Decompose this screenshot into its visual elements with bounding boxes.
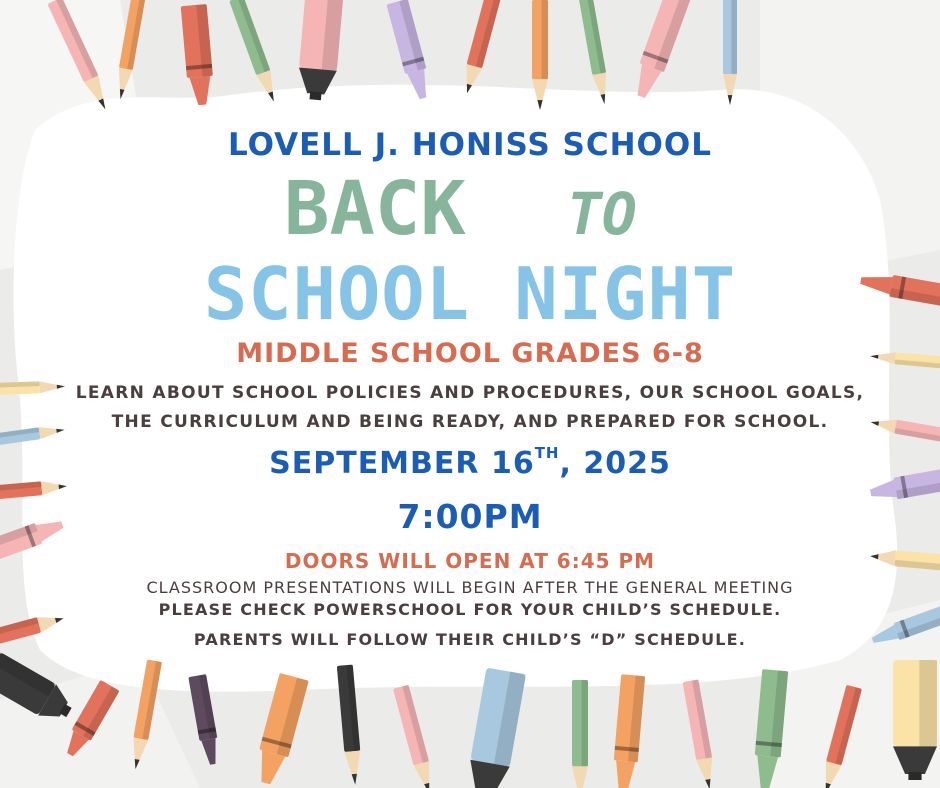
- schedule-note: PLEASE CHECK POWERSCHOOL FOR YOUR CHILD’S SCHEDULE.: [158, 600, 782, 619]
- crayon-decoration: [188, 674, 221, 766]
- date-ordinal: TH: [534, 444, 560, 462]
- pencil-decoration: [114, 0, 147, 100]
- crayon-decoration: [60, 680, 119, 760]
- crayon-decoration: [752, 669, 788, 788]
- event-date: [0, 446, 940, 481]
- title-school-night: SCHOOL NIGHT: [203, 252, 737, 336]
- crayon-decoration: [386, 0, 433, 101]
- school-name: LOVELL J. HONISS SCHOOL: [227, 127, 713, 163]
- description-line-2: THE CURRICULUM AND BEING READY, AND PREPARED FOR SCHOOL.: [111, 412, 829, 432]
- date-year: , 2025: [559, 446, 671, 481]
- date-month-day: SEPTEMBER 16: [269, 446, 535, 481]
- pencil-decoration: [229, 0, 281, 104]
- title-word-back: BACK: [284, 166, 466, 252]
- event-time: 7:00PM: [397, 497, 543, 536]
- classroom-note: CLASSROOM PRESENTATIONS WILL BEGIN AFTER THE GENERAL MEETING: [146, 578, 794, 597]
- crayon-decoration: [629, 0, 691, 101]
- pencil-decoration: [572, 680, 588, 788]
- pencil-decoration: [459, 0, 500, 95]
- doors-open: DOORS WILL OPEN AT 6:45 PM: [284, 549, 656, 573]
- highlighter-decoration: [296, 0, 343, 101]
- pencil-decoration: [818, 685, 862, 788]
- description-line-1: LEARN ABOUT SCHOOL POLICIES AND PROCEDURES, OUR SCHOOL GOALS,: [75, 383, 865, 403]
- pencil-decoration: [683, 679, 718, 788]
- pencil-decoration: [393, 685, 437, 788]
- pencil-decoration: [128, 660, 162, 771]
- title-back-to: [0, 166, 940, 250]
- pencil-decoration: [337, 665, 363, 786]
- crayon-decoration: [181, 4, 216, 106]
- highlighter-decoration: [893, 660, 937, 780]
- pencil-decoration: [532, 0, 548, 110]
- grades-heading: MIDDLE SCHOOL GRADES 6-8: [236, 338, 704, 369]
- title-word-to: TO: [567, 180, 637, 248]
- pencil-decoration: [47, 0, 112, 113]
- follow-note: PARENTS WILL FOLLOW THEIR CHILD’S “D” SCHEDULE.: [193, 630, 747, 649]
- highlighter-decoration: [0, 652, 78, 728]
- crayon-decoration: [611, 674, 645, 788]
- pencil-decoration: [579, 0, 612, 105]
- highlighter-decoration: [464, 668, 526, 788]
- pencil-decoration: [723, 0, 737, 105]
- crayon-decoration: [251, 673, 308, 787]
